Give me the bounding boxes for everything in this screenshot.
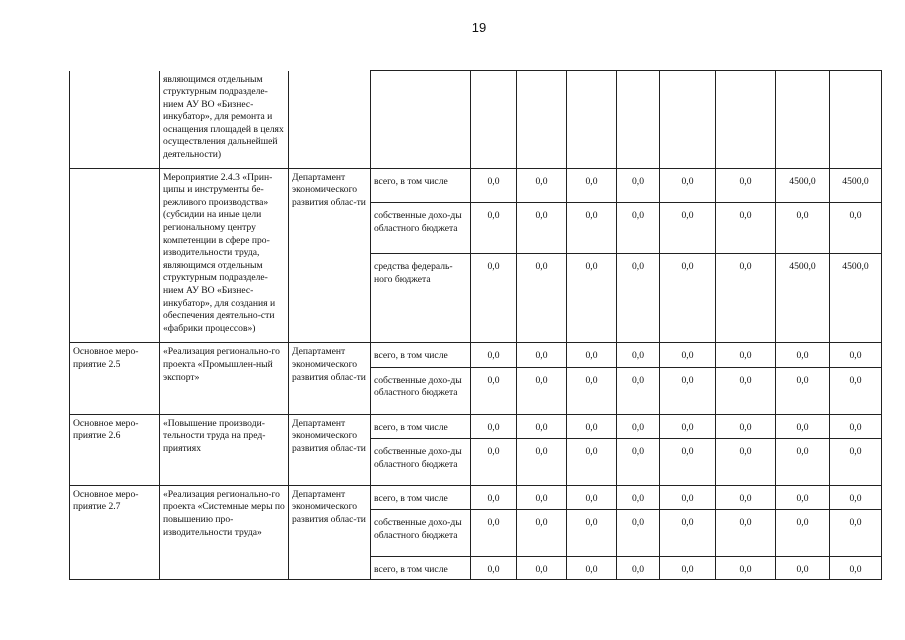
value-cell: 0,0 bbox=[471, 556, 517, 579]
value-cell: 0,0 bbox=[660, 439, 716, 486]
value-cell: 0,0 bbox=[567, 367, 617, 414]
value-cell bbox=[617, 71, 660, 169]
table-row bbox=[70, 168, 882, 203]
page-number: 19 bbox=[471, 20, 487, 35]
value-cell: 0,0 bbox=[567, 510, 617, 557]
value-cell: 0,0 bbox=[660, 343, 716, 367]
value-cell: 0,0 bbox=[776, 556, 830, 579]
value-cell: 0,0 bbox=[567, 485, 617, 509]
value-cell: 0,0 bbox=[471, 367, 517, 414]
table-row bbox=[70, 414, 882, 438]
value-cell: 0,0 bbox=[830, 414, 882, 438]
value-cell: 0,0 bbox=[716, 203, 776, 254]
value-cell: 0,0 bbox=[830, 510, 882, 557]
table-row bbox=[70, 343, 882, 367]
value-cell: 4500,0 bbox=[776, 254, 830, 343]
value-cell bbox=[716, 71, 776, 169]
value-cell: 0,0 bbox=[517, 254, 567, 343]
source-cell: всего, в том числе bbox=[371, 485, 471, 509]
value-cell bbox=[660, 71, 716, 169]
value-cell: 0,0 bbox=[517, 439, 567, 486]
budget-table bbox=[69, 70, 882, 580]
value-cell: 0,0 bbox=[830, 439, 882, 486]
source-cell: средства федераль-ного бюджета bbox=[371, 254, 471, 343]
source-cell: собственные дохо-ды областного бюджета bbox=[371, 367, 471, 414]
status-cell bbox=[70, 71, 160, 169]
value-cell: 0,0 bbox=[517, 367, 567, 414]
value-cell: 0,0 bbox=[471, 343, 517, 367]
source-cell: всего, в том числе bbox=[371, 343, 471, 367]
value-cell: 0,0 bbox=[776, 414, 830, 438]
value-cell: 0,0 bbox=[716, 168, 776, 203]
value-cell: 0,0 bbox=[471, 203, 517, 254]
event-cell: «Реализация регионально-го проекта «Системные меры по повышению про-изводительности труда» bbox=[160, 485, 289, 579]
value-cell bbox=[776, 71, 830, 169]
value-cell: 0,0 bbox=[567, 168, 617, 203]
table-row bbox=[70, 485, 882, 509]
value-cell: 0,0 bbox=[830, 556, 882, 579]
value-cell: 0,0 bbox=[716, 414, 776, 438]
value-cell: 0,0 bbox=[567, 414, 617, 438]
value-cell: 0,0 bbox=[830, 343, 882, 367]
value-cell: 0,0 bbox=[716, 367, 776, 414]
value-cell: 0,0 bbox=[517, 203, 567, 254]
value-cell: 0,0 bbox=[716, 254, 776, 343]
source-cell: всего, в том числе bbox=[371, 414, 471, 438]
value-cell: 0,0 bbox=[567, 203, 617, 254]
value-cell: 0,0 bbox=[716, 343, 776, 367]
value-cell: 0,0 bbox=[567, 556, 617, 579]
event-cell: Мероприятие 2.4.3 «Прин-ципы и инструменты бе-режливого производства» (субсидии на иные цели региональному центру компетенции в сфере про-изводительности труда, являющимся отдельным структурным подразделе-нием АУ ВО «Бизнес-инкубатор», для создания и обеспечения деятельно-сти «фабрики процессов») bbox=[160, 168, 289, 343]
status-cell bbox=[70, 168, 160, 343]
value-cell: 0,0 bbox=[716, 485, 776, 509]
value-cell: 0,0 bbox=[660, 168, 716, 203]
value-cell: 0,0 bbox=[471, 439, 517, 486]
value-cell: 0,0 bbox=[617, 414, 660, 438]
value-cell: 0,0 bbox=[471, 414, 517, 438]
value-cell: 0,0 bbox=[776, 485, 830, 509]
executor-cell: Департамент экономического развития облас-ти bbox=[289, 414, 371, 485]
executor-cell: Департамент экономического развития облас-ти bbox=[289, 485, 371, 579]
value-cell: 0,0 bbox=[660, 254, 716, 343]
value-cell: 0,0 bbox=[617, 367, 660, 414]
value-cell: 0,0 bbox=[617, 485, 660, 509]
value-cell: 0,0 bbox=[660, 203, 716, 254]
source-cell: всего, в том числе bbox=[371, 168, 471, 203]
value-cell: 0,0 bbox=[471, 510, 517, 557]
value-cell: 0,0 bbox=[617, 343, 660, 367]
value-cell: 0,0 bbox=[567, 439, 617, 486]
value-cell: 0,0 bbox=[471, 168, 517, 203]
source-cell bbox=[371, 71, 471, 169]
source-cell: собственные дохо-ды областного бюджета bbox=[371, 203, 471, 254]
value-cell bbox=[517, 71, 567, 169]
source-cell: собственные дохо-ды областного бюджета bbox=[371, 439, 471, 486]
value-cell: 0,0 bbox=[617, 168, 660, 203]
value-cell: 0,0 bbox=[830, 367, 882, 414]
value-cell bbox=[471, 71, 517, 169]
value-cell: 0,0 bbox=[617, 439, 660, 486]
status-cell: Основное меро-приятие 2.5 bbox=[70, 343, 160, 414]
value-cell: 0,0 bbox=[517, 414, 567, 438]
value-cell: 0,0 bbox=[716, 510, 776, 557]
value-cell: 0,0 bbox=[617, 556, 660, 579]
table-row bbox=[70, 71, 882, 169]
value-cell: 0,0 bbox=[517, 168, 567, 203]
value-cell: 0,0 bbox=[517, 485, 567, 509]
value-cell: 0,0 bbox=[471, 254, 517, 343]
value-cell: 0,0 bbox=[660, 367, 716, 414]
event-cell: «Повышение производи-тельности труда на пред-приятиях bbox=[160, 414, 289, 485]
value-cell: 0,0 bbox=[617, 510, 660, 557]
source-cell: собственные дохо-ды областного бюджета bbox=[371, 510, 471, 557]
value-cell: 0,0 bbox=[660, 510, 716, 557]
value-cell: 0,0 bbox=[617, 254, 660, 343]
event-cell: «Реализация регионально-го проекта «Промышлен-ный экспорт» bbox=[160, 343, 289, 414]
value-cell: 0,0 bbox=[716, 556, 776, 579]
value-cell: 0,0 bbox=[567, 343, 617, 367]
value-cell bbox=[567, 71, 617, 169]
source-cell: всего, в том числе bbox=[371, 556, 471, 579]
value-cell: 0,0 bbox=[517, 510, 567, 557]
value-cell: 0,0 bbox=[617, 203, 660, 254]
executor-cell bbox=[289, 71, 371, 169]
event-cell: являющимся отдельным структурным подразделе-нием АУ ВО «Бизнес-инкубатор», для ремонта и оснащения площадей в целях осуществления дальнейшей деятельности) bbox=[160, 71, 289, 169]
value-cell: 0,0 bbox=[660, 485, 716, 509]
value-cell: 0,0 bbox=[776, 439, 830, 486]
value-cell bbox=[830, 71, 882, 169]
executor-cell: Департамент экономического развития облас-ти bbox=[289, 168, 371, 343]
value-cell: 4500,0 bbox=[830, 168, 882, 203]
value-cell: 0,0 bbox=[776, 343, 830, 367]
value-cell: 0,0 bbox=[517, 556, 567, 579]
value-cell: 0,0 bbox=[776, 203, 830, 254]
value-cell: 0,0 bbox=[830, 485, 882, 509]
status-cell: Основное меро-приятие 2.6 bbox=[70, 414, 160, 485]
value-cell: 0,0 bbox=[660, 414, 716, 438]
value-cell: 0,0 bbox=[660, 556, 716, 579]
value-cell: 0,0 bbox=[517, 343, 567, 367]
value-cell: 0,0 bbox=[776, 510, 830, 557]
value-cell: 0,0 bbox=[830, 203, 882, 254]
executor-cell: Департамент экономического развития облас-ти bbox=[289, 343, 371, 414]
status-cell: Основное меро-приятие 2.7 bbox=[70, 485, 160, 579]
value-cell: 0,0 bbox=[471, 485, 517, 509]
value-cell: 4500,0 bbox=[830, 254, 882, 343]
value-cell: 0,0 bbox=[776, 367, 830, 414]
value-cell: 0,0 bbox=[716, 439, 776, 486]
value-cell: 0,0 bbox=[567, 254, 617, 343]
value-cell: 4500,0 bbox=[776, 168, 830, 203]
